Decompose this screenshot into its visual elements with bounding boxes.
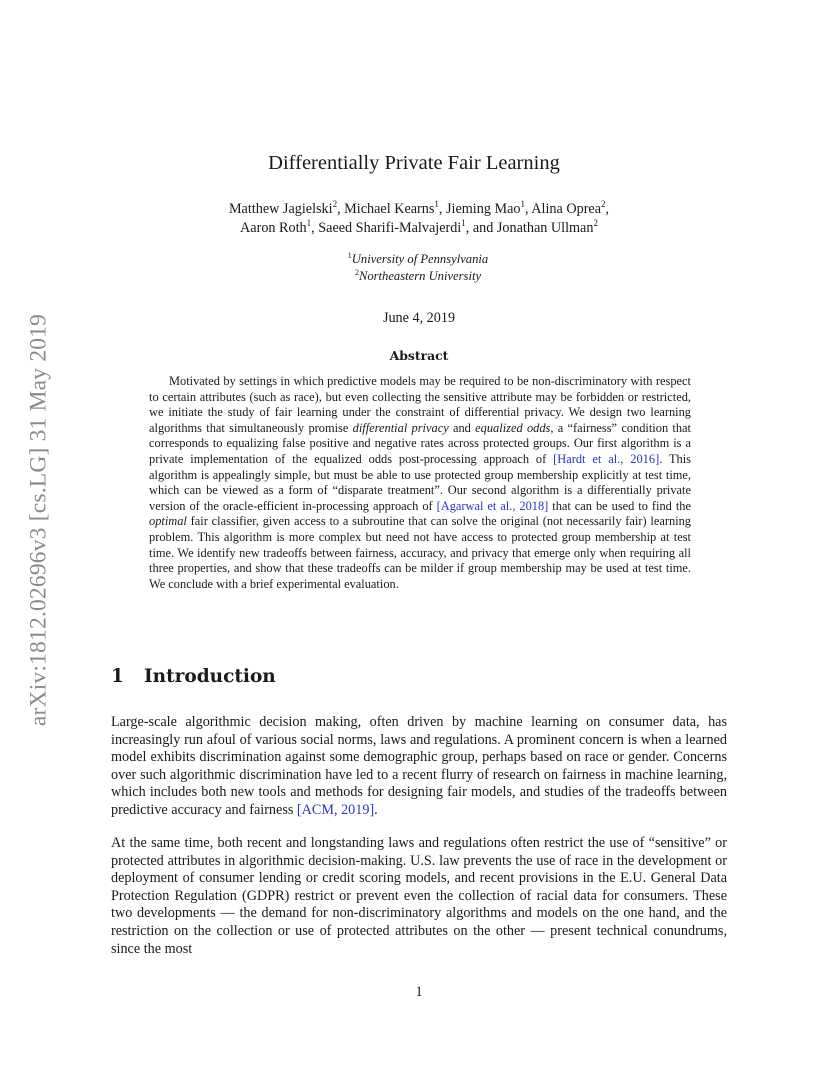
- author-separator: , and: [465, 220, 497, 236]
- author-separator: ,: [311, 220, 319, 236]
- page-number: 1: [415, 984, 423, 1000]
- body-paragraph: At the same time, both recent and longstanding laws and regulations often restrict the use of “sensitive” or protected attributes in algorithmic decision-making. U.S. law prevents the use of race in the development or deployment of consumer lending or credit scoring models, and recent provisions in the E.U. General Data Protection Regulation (GDPR) restrict or prevent even the collection of racial data for consumers. These two developments — the demand for non-discriminatory algorithms and models on the one hand, and the restriction on the collection or use of protected attributes on the other — present technical conundrums, since the most: [111, 835, 727, 957]
- affiliation-item: [0, 268, 828, 285]
- author-name: Jieming Mao: [445, 201, 521, 217]
- affiliation-list: [0, 251, 828, 285]
- author-name: Saeed Sharifi-Malvajerdi: [318, 220, 462, 236]
- affiliation-name: Northeastern University: [358, 269, 482, 283]
- author-separator: ,: [524, 201, 532, 217]
- author-affiliation-mark: 1: [461, 218, 466, 228]
- section-number: 1: [111, 666, 124, 687]
- author-affiliation-mark: 1: [434, 199, 439, 209]
- abstract-body: [149, 374, 691, 592]
- affiliation-item: [0, 251, 828, 268]
- author-name: Matthew Jagielski: [228, 201, 333, 217]
- abstract-text: and: [448, 420, 476, 435]
- abstract-text: fair classifier, given access to a subroutine that can solve the original (not necessarily fair) learning problem. This algorithm is more complex but need not have access to protected group membership at test time. We identify new tradeoffs between fairness, accuracy, and privacy that emerge only when requiring all three properties, and show that these tradeoffs can be milder if group membership may be used at test time. We conclude with a brief experimental evaluation.: [149, 514, 691, 591]
- citation-link-agarwal[interactable]: [Agarwal et al., 2018]: [436, 498, 549, 513]
- arxiv-identifier: arXiv:1812.02696v3 [cs.LG] 31 May 2019: [25, 313, 52, 727]
- abstract-text: that can be used to find the: [548, 498, 691, 513]
- section-title: Introduction: [144, 666, 276, 687]
- affiliation-name: University of Pennsylvania: [351, 252, 489, 266]
- author-affiliation-mark: 2: [601, 199, 606, 209]
- citation-link-hardt[interactable]: [Hardt et al., 2016]: [553, 451, 660, 466]
- author-affiliation-mark: 2: [332, 199, 338, 209]
- abstract-text: Motivated by settings in which predictive models may be required to be non-discriminatory with respect to certain attributes (such as race), but even collecting the sensitive attribute may be forbidden or restricted, we initiate the study of fair learning under the constraint of differential privacy. We design two learning algorithms that simultaneously promise: [149, 374, 691, 435]
- paragraph-text: Large-scale algorithmic decision making, often driven by machine learning on consumer data, has increasingly run afoul of various social norms, laws and regulations. A prominent concern is when a learned model exhibits discrimination against some demographic group, perhaps based on race or gender. Concerns over such algorithmic discrimination have led to a recent flurry of research on fairness in machine learning, which includes both new tools and methods for designing fair models, and studies of the tradeoffs between predictive accuracy and fairness: [111, 714, 727, 818]
- abstract-text: , a “fairness” condition that corresponds to equalizing false positive and negative rates across protected groups. Our first algorithm is a private implementation of the equalized odds post-processing approach of: [149, 420, 692, 466]
- abstract-emphasis: equalized odds: [475, 420, 551, 435]
- author-name: Jonathan Ullman: [496, 220, 594, 236]
- affiliation-number: 1: [347, 251, 352, 260]
- author-separator: ,: [337, 201, 345, 217]
- citation-link-acm[interactable]: [ACM, 2019]: [296, 801, 375, 818]
- body-paragraph: [111, 714, 727, 820]
- author-affiliation-mark: 1: [306, 218, 312, 228]
- author-name: Aaron Roth: [240, 220, 307, 236]
- author-separator: ,: [605, 201, 610, 217]
- paragraph-text: .: [374, 801, 378, 818]
- paper-title: Differentially Private Fair Learning: [268, 152, 560, 174]
- author-name: Alina Oprea: [531, 201, 602, 217]
- abstract-text: . This algorithm is appealingly simple, but must be able to use protected group membership explicitly at test time, which can be viewed as a form of “disparate treatment”. Our second algorithm is a differentially private version of the oracle-efficient in-processing approach of: [149, 451, 692, 513]
- abstract-emphasis: differential privacy: [352, 420, 449, 435]
- author-name: Michael Kearns: [344, 201, 435, 217]
- author-affiliation-mark: 1: [520, 199, 525, 209]
- author-affiliation-mark: 2: [593, 218, 598, 228]
- publication-date: June 4, 2019: [382, 310, 456, 326]
- abstract-heading: Abstract: [389, 348, 449, 363]
- section-heading: [111, 666, 276, 687]
- author-separator: ,: [438, 201, 446, 217]
- abstract-emphasis: optimal: [149, 514, 187, 529]
- author-list: [0, 200, 828, 238]
- affiliation-number: 2: [354, 268, 359, 277]
